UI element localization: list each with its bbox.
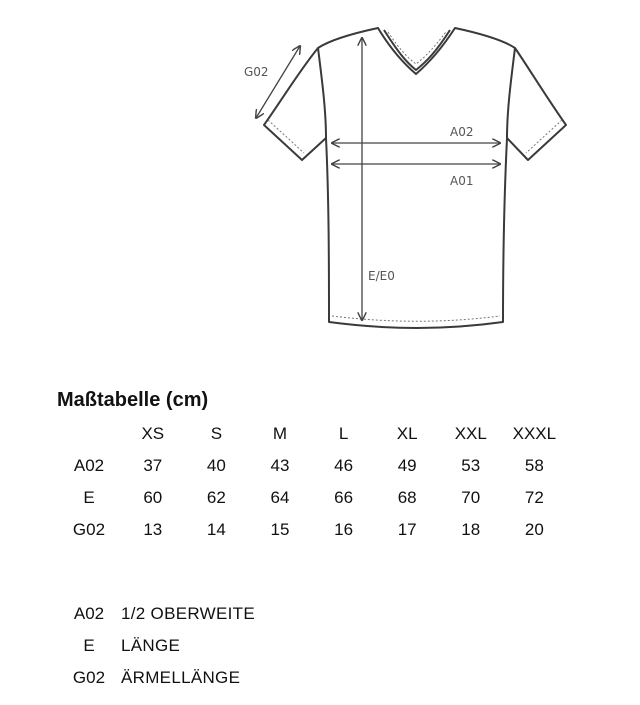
table-cell: 62 <box>206 488 226 507</box>
size-header-row <box>57 418 566 450</box>
table-cell: 14 <box>206 520 226 539</box>
table-cell: 16 <box>334 520 354 539</box>
table-cell: 66 <box>334 488 354 507</box>
legend-code: A02 <box>73 604 105 623</box>
table-row <box>57 450 566 482</box>
legend-item <box>57 598 255 630</box>
table-cell: 72 <box>524 488 544 507</box>
size-header: L <box>338 424 349 443</box>
table-row <box>57 482 566 514</box>
sleeve-label: G02 <box>244 65 269 79</box>
legend-code: E <box>83 636 95 655</box>
table-cell: 49 <box>397 456 417 475</box>
chest-label: A02 <box>450 125 474 139</box>
legend-text: 1/2 OBERWEITE <box>121 604 255 623</box>
measurement-legend <box>57 598 255 694</box>
size-header: XL <box>396 424 418 443</box>
header-corner <box>57 418 121 450</box>
size-header: XS <box>141 424 165 443</box>
table-cell: 70 <box>461 488 481 507</box>
table-cell: 17 <box>397 520 417 539</box>
table-cell: 60 <box>143 488 163 507</box>
table-cell: 18 <box>461 520 481 539</box>
table-cell: 15 <box>270 520 290 539</box>
table-cell: 58 <box>524 456 544 475</box>
legend-text: LÄNGE <box>121 636 181 655</box>
size-header: S <box>210 424 223 443</box>
size-table <box>57 418 566 546</box>
table-cell: 53 <box>461 456 481 475</box>
table-cell: 64 <box>270 488 290 507</box>
table-cell: 37 <box>143 456 163 475</box>
length-label: E/E0 <box>368 269 395 283</box>
row-code: E <box>83 488 95 507</box>
size-header: XXL <box>454 424 487 443</box>
legend-code: G02 <box>72 668 106 687</box>
tshirt-diagram <box>0 0 640 340</box>
row-code: A02 <box>73 456 105 475</box>
size-header: XXXL <box>512 424 557 443</box>
table-cell: 46 <box>334 456 354 475</box>
chest-lower-label: A01 <box>450 174 474 188</box>
size-table-title: Maßtabelle (cm) <box>57 389 209 411</box>
tshirt-outline <box>264 28 566 328</box>
legend-text: ÄRMELLÄNGE <box>121 668 241 687</box>
table-cell: 20 <box>524 520 544 539</box>
table-cell: 40 <box>206 456 226 475</box>
legend-item <box>57 630 255 662</box>
table-row <box>57 514 566 546</box>
row-code: G02 <box>72 520 106 539</box>
tshirt-stitching <box>268 32 562 321</box>
table-cell: 13 <box>143 520 163 539</box>
legend-item <box>57 662 255 694</box>
table-cell: 43 <box>270 456 290 475</box>
size-header: M <box>272 424 288 443</box>
table-cell: 68 <box>397 488 417 507</box>
